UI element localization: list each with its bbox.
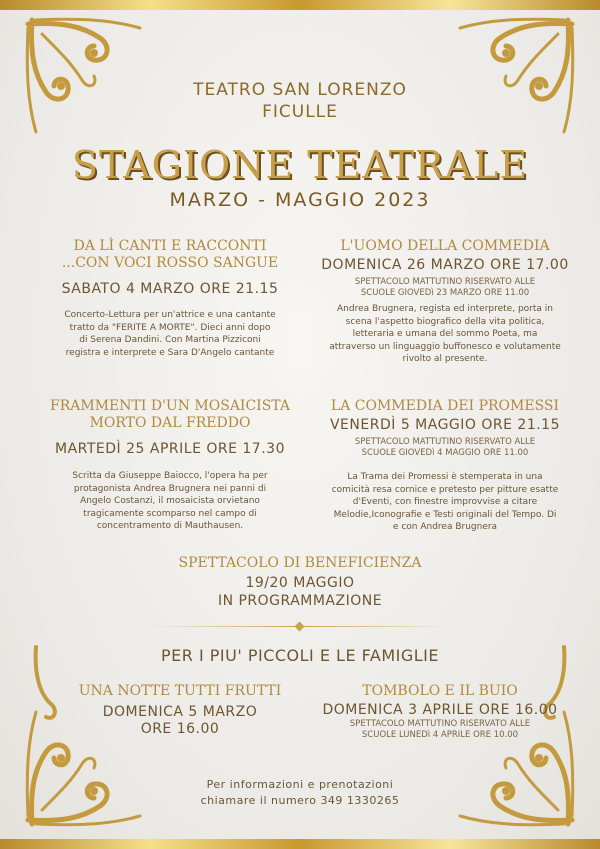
contact-info xyxy=(0,777,600,809)
benefit-date: 19/20 MAGGIO xyxy=(245,575,355,591)
event-date: MARTEDÌ 25 APRILE ORE 17.30 xyxy=(55,441,285,457)
benefit-title: SPETTACOLO DI BENEFICIENZA xyxy=(178,555,422,571)
school-note: SPETTACOLO MATTUTINO RISERVATO ALLE SCUOLE GIOVEDì 23 MARZO ORE 11.00 xyxy=(354,277,536,298)
event-description: La Trama dei Promessi è stemperata in una comicità resa cornice e pretesto per pitture esatte d'Eventi, con finestre improvvise a citare Melodie,Iconografie e Testi originali del Tempo. Di e con Andrea Brugnera xyxy=(331,472,559,532)
season-dates: MARZO - MAGGIO 2023 xyxy=(169,189,431,211)
family-event-card xyxy=(60,683,300,738)
event-card xyxy=(40,238,300,359)
family-event-card xyxy=(305,683,575,741)
school-note: SPETTACOLO MATTUTINO RISERVATO ALLE SCUOLE GIOVEDì 4 MAGGIO ORE 11.00 xyxy=(354,437,536,458)
event-description: Concerto-Lettura per un'attrice e una cantante tratto da "FERITE A MORTE". Dieci anni dopo di Serena Dandini. Con Martina Pizziconi registra e interprete e Sara D'Angelo cantante xyxy=(64,310,276,358)
event-title: LA COMMEDIA DEI PROMESSI xyxy=(330,398,560,414)
event-card xyxy=(40,398,300,533)
event-description: Andrea Brugnera, regista ed interprete, porta in scena l'aspetto biografico della vita politica, letteraria e umana del sommo Poeta, ma attraverso un linguaggio buffonesco e volutamente rivolto al presente. xyxy=(329,304,561,364)
section-divider xyxy=(150,626,450,627)
contact-line: Per informazioni e prenotazioni xyxy=(206,778,394,791)
event-subtitle: ...CON VOCI ROSSO SANGUE xyxy=(61,255,279,271)
event-date: DOMENICA 26 MARZO ORE 17.00 xyxy=(321,257,569,273)
family-heading: PER I PIU' PICCOLI E LE FAMIGLIE xyxy=(161,646,439,665)
event-title: DA LÌ CANTI E RACCONTI xyxy=(73,238,267,254)
event-title: UNA NOTTE TUTTI FRUTTI xyxy=(78,683,282,699)
corner-flourish-top-right-icon xyxy=(448,14,578,144)
benefit-status: IN PROGRAMMAZIONE xyxy=(217,593,383,609)
corner-flourish-top-left-icon xyxy=(22,14,152,144)
event-description: Scritta da Giuseppe Baiocco, l'opera ha per protagonista Andrea Brugnera nei panni di Angelo Costanzi, il mosaicista orvietano tragicamente scomparso nel campo di concentramento di Mauthausen. xyxy=(72,471,268,531)
event-title: TOMBOLO E IL BUIO xyxy=(362,683,518,699)
event-date: DOMENICA 5 MARZO xyxy=(102,704,258,720)
event-card xyxy=(305,238,585,366)
event-time: ORE 16.00 xyxy=(140,721,220,737)
contact-phone: chiamare il numero 349 1330265 xyxy=(200,794,400,807)
event-title: FRAMMENTI D'UN MOSAICISTA xyxy=(50,398,290,414)
bottom-gold-bar xyxy=(0,839,600,849)
top-gold-bar xyxy=(0,0,600,10)
event-title: L'UOMO DELLA COMMEDIA xyxy=(340,238,550,254)
event-date: SABATO 4 MARZO ORE 21.15 xyxy=(61,281,279,297)
school-note: SPETTACOLO MATTUTINO RISERVATO ALLE SCUOLE LUNEDì 4 APRILE ORE 10.00 xyxy=(349,719,531,740)
theater-name: TEATRO SAN LORENZO xyxy=(193,80,407,100)
event-subtitle: MORTO DAL FREDDO xyxy=(89,415,251,431)
event-date: DOMENICA 3 APRILE ORE 16.00 xyxy=(322,702,558,718)
page-title: STAGIONE TEATRALE xyxy=(71,143,529,187)
event-card xyxy=(305,398,585,534)
benefit-block xyxy=(0,555,600,610)
town-name: FICULLE xyxy=(262,102,338,122)
event-date: VENERDÌ 5 MAGGIO ORE 21.15 xyxy=(329,417,560,433)
